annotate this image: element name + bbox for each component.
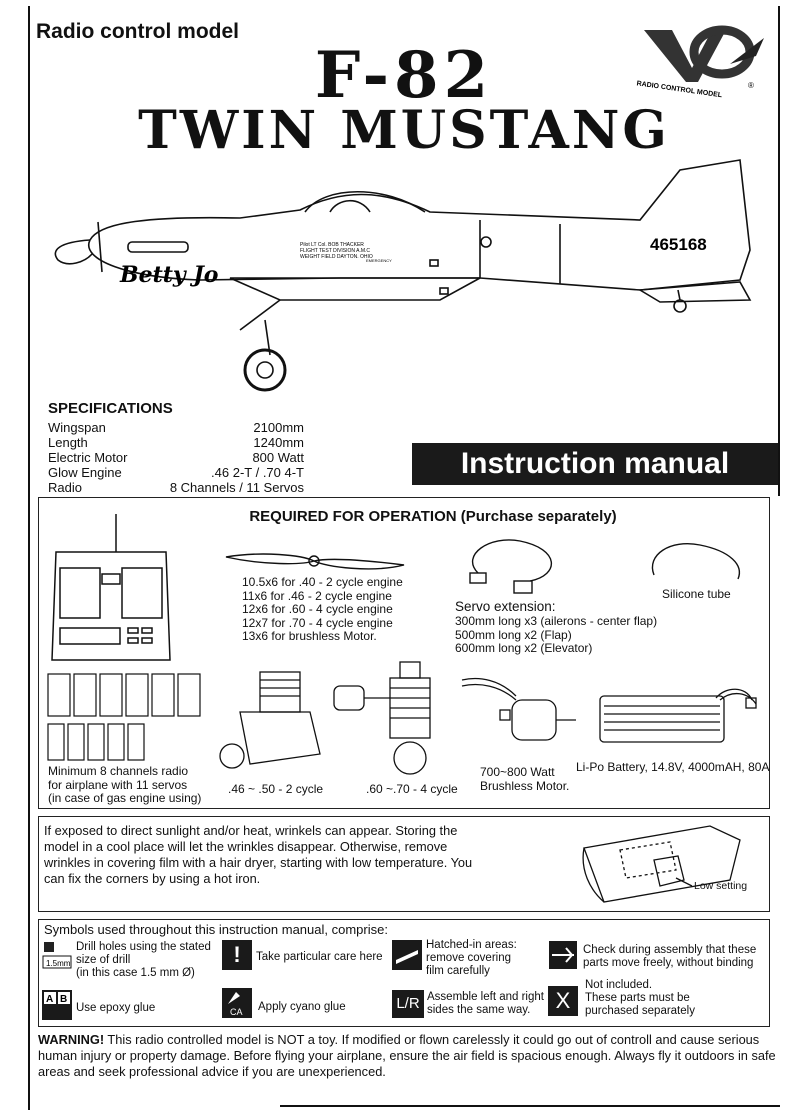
- spec-row: Electric Motor 800 Watt: [48, 450, 304, 465]
- transmitter-illustration: [46, 512, 176, 662]
- pilot-line3: WEIGHT FIELD DAYTON. OHIO: [300, 254, 373, 260]
- epoxy-text: Use epoxy glue: [76, 1002, 156, 1014]
- logo-text: RADIO CONTROL MODEL: [636, 80, 723, 100]
- required-title: REQUIRED FOR OPERATION (Purchase separately): [249, 508, 617, 525]
- servo-extension-illustration: [460, 535, 580, 600]
- spec-row: Radio 8 Channels / 11 Servos: [48, 480, 304, 495]
- motor-label: 700~800 Watt Brushless Motor.: [480, 765, 570, 793]
- safety-warning: WARNING! This radio controlled model is NOT a toy. If modified or flown carelessly it could go out of controll and cause serious human injury or property damage. Before flying your airplane, ensure the air field is spacious enough. Always fly it outdoors in safe areas and seek professional advice if you are unexperienced.: [38, 1032, 776, 1079]
- spec-row: Wingspan 2100mm: [48, 420, 304, 435]
- aircraft-illustration: [40, 150, 770, 400]
- logo-registered: ®: [748, 81, 754, 90]
- battery-label: Li-Po Battery, 14.8V, 4000mAH, 80A: [576, 760, 770, 774]
- tail-number: 465168: [650, 235, 707, 254]
- drill-text: Drill holes using the stated size of drill (in this case 1.5 mm Ø): [76, 941, 211, 979]
- drill-icon: [42, 940, 72, 970]
- emergency-label: EMERGENCY: [366, 258, 392, 263]
- servo-title: Servo extension:: [455, 599, 556, 614]
- svg-text:A: A: [46, 994, 54, 1005]
- category-label: Radio control model: [36, 20, 240, 43]
- left-right-text: Assemble left and right sides the same way.: [427, 991, 544, 1016]
- svg-text:CA: CA: [230, 1007, 243, 1017]
- left-right-icon: L/R: [392, 990, 424, 1018]
- hatched-text: Hatched-in areas: remove covering film carefully: [426, 939, 517, 977]
- brushless-motor-illustration: [460, 666, 580, 766]
- epoxy-icon: [42, 990, 72, 1020]
- nose-art: Betty Jo: [120, 262, 219, 288]
- spec-row: Length 1240mm: [48, 435, 304, 450]
- lipo-battery-illustration: [596, 676, 766, 746]
- four-cycle-label: .60 ~.70 - 4 cycle: [366, 782, 458, 796]
- page-frame-left: [28, 6, 30, 1110]
- specifications-title: SPECIFICATIONS: [48, 400, 173, 417]
- radio-requirements: Minimum 8 channels radio for airplane with 11 servos (in case of gas engine using): [48, 764, 202, 805]
- instruction-manual-banner: Instruction manual: [412, 443, 778, 485]
- covering-care-text: If exposed to direct sunlight and/or heat, wrinkels can appear. Storing the model in a cool place will let the wrinkles disappear. Otherwise, remove wrinkles in covering film with a hair dryer, starting with low temperature. You can fix the corners by using a hot iron.: [44, 823, 473, 886]
- hatched-icon: [392, 940, 422, 970]
- spec-row: Glow Engine .46 2-T / .70 4-T: [48, 465, 304, 480]
- brand-logo: [630, 16, 770, 100]
- not-included-icon: X: [548, 986, 578, 1016]
- svg-text:1.5mm: 1.5mm: [46, 959, 71, 968]
- propeller-specs: 10.5x6 for .40 - 2 cycle engine 11x6 for .46 - 2 cycle engine 12x6 for .60 - 4 cycle engine 12x7 for .70 - 4 cycle engine 13x6 for brushless Motor.: [242, 575, 403, 643]
- pilot-line2: FLIGHT TEST DIVISION A.M.C: [300, 248, 371, 254]
- not-included-text: Not included. These parts must be purchased separately: [585, 979, 695, 1017]
- two-cycle-label: .46 ~ .50 - 2 cycle: [228, 782, 324, 796]
- pilot-line1: Pilot LT Col. BOB THACKER: [300, 242, 364, 248]
- two-cycle-engine-illustration: [210, 664, 330, 782]
- symbols-title: Symbols used throughout this instruction manual, comprise:: [44, 922, 388, 937]
- model-title: F-82: [314, 38, 494, 113]
- servos-illustration: [46, 672, 206, 764]
- specifications-table: [48, 420, 304, 495]
- silicone-label: Silicone tube: [662, 587, 731, 601]
- cyano-text: Apply cyano glue: [258, 1001, 346, 1013]
- check-freedom-icon: [548, 940, 578, 970]
- iron-illustration: [580, 820, 760, 906]
- servo-specs: 300mm long x3 (ailerons - center flap) 500mm long x2 (Flap) 600mm long x2 (Elevator): [455, 614, 658, 655]
- propeller-illustration: [222, 547, 407, 575]
- model-subtitle: TWIN MUSTANG: [138, 100, 670, 161]
- check-text: Check during assembly that these parts move freely, without binding: [583, 944, 757, 969]
- svg-text:B: B: [60, 994, 68, 1005]
- four-cycle-engine-illustration: [330, 658, 460, 782]
- cyano-icon: [222, 988, 252, 1018]
- care-text: Take particular care here: [256, 951, 383, 963]
- care-icon: !: [222, 940, 252, 970]
- low-setting-label: Low setting: [694, 880, 748, 892]
- bottom-rule: [280, 1105, 780, 1107]
- silicone-tube-illustration: [640, 535, 750, 585]
